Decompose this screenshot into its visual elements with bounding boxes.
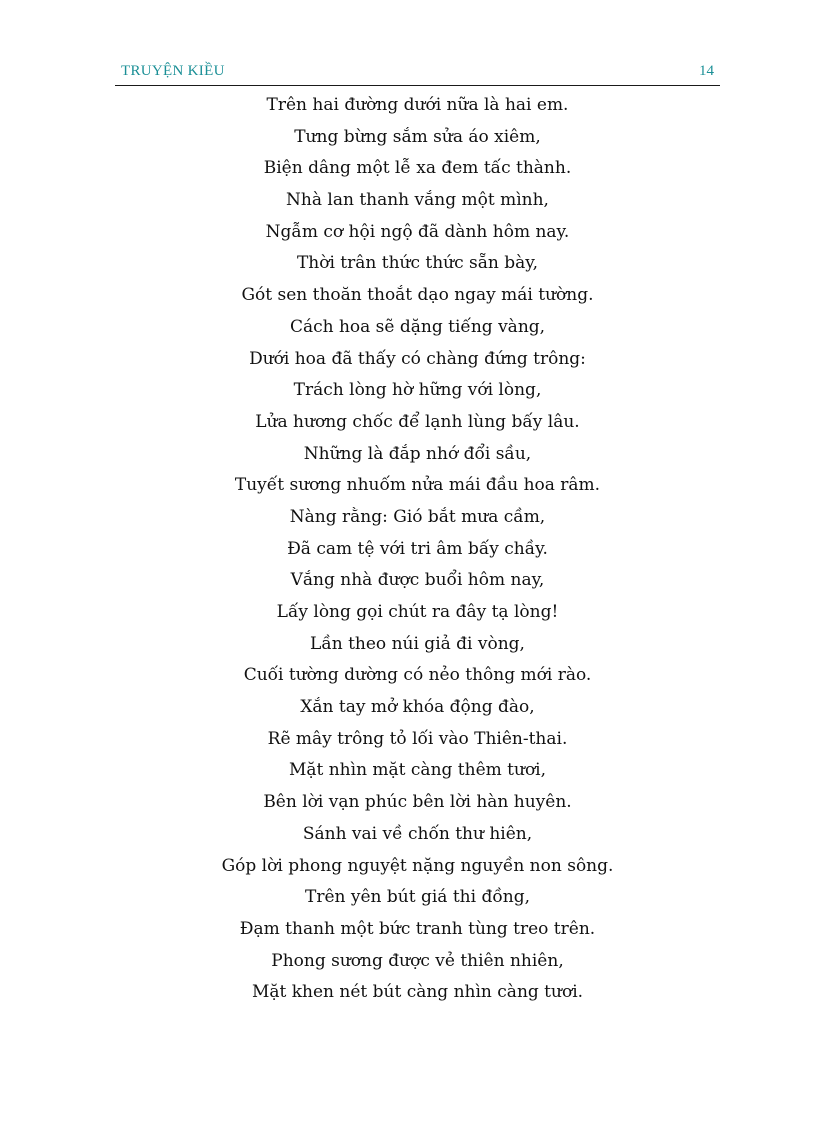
- poem-body: [115, 90, 720, 1009]
- poem-line: Trên yên bút giá thi đồng,: [305, 887, 530, 908]
- poem-line: Vắng nhà được buổi hôm nay,: [290, 570, 545, 591]
- poem-line: Nhà lan thanh vắng một mình,: [286, 190, 549, 211]
- poem-line: Mặt nhìn mặt càng thêm tươi,: [288, 760, 547, 781]
- poem-line: Rẽ mây trông tỏ lối vào Thiên-thai.: [267, 728, 568, 749]
- poem-line: Đã cam tệ với tri âm bấy chầy.: [287, 538, 548, 559]
- poem-line: Đạm thanh một bức tranh tùng treo trên.: [239, 918, 596, 939]
- poem-line: Gót sen thoăn thoắt dạo ngay mái tường.: [241, 285, 594, 306]
- poem-line: Mặt khen nét bút càng nhìn càng tươi.: [251, 982, 584, 1003]
- poem-line: Bên lời vạn phúc bên lời hàn huyên.: [263, 792, 572, 813]
- poem-line: Sánh vai về chốn thư hiên,: [302, 823, 533, 844]
- poem-line: Phong sương được vẻ thiên nhiên,: [271, 950, 564, 971]
- poem-line: Trên hai đường dưới nữa là hai em.: [266, 95, 569, 115]
- poem-line: Biện dâng một lễ xa đem tấc thành.: [263, 158, 572, 179]
- poem-line: Xắn tay mở khóa động đào,: [300, 697, 535, 718]
- poem-line: Ngẫm cơ hội ngộ đã dành hôm nay.: [265, 221, 570, 242]
- page-number: 14: [699, 63, 714, 79]
- poem-line: Lần theo núi giả đi vòng,: [310, 633, 525, 654]
- poem-line: Trách lòng hờ hững với lòng,: [293, 380, 542, 401]
- poem-line: Góp lời phong nguyệt nặng nguyền non sông.: [221, 855, 614, 876]
- poem-line: Lấy lòng gọi chút ra đây tạ lòng!: [276, 602, 559, 622]
- poem-line: Lửa hương chốc để lạnh lùng bấy lâu.: [255, 411, 580, 432]
- poem-line: Tưng bừng sắm sửa áo xiêm,: [294, 126, 541, 147]
- poem-line: Tuyết sương nhuốm nửa mái đầu hoa râm.: [234, 475, 601, 496]
- poem-line: Cách hoa sẽ dặng tiếng vàng,: [289, 316, 546, 337]
- page-header: [115, 60, 720, 86]
- poem-line: Cuối tường dường có nẻo thông mới rào.: [243, 665, 592, 686]
- poem-line: Dưới hoa đã thấy có chàng đứng trông:: [249, 348, 586, 369]
- poem-line: Nàng rằng: Gió bắt mưa cầm,: [289, 506, 546, 527]
- poem-line: Thời trân thức thức sẵn bày,: [296, 253, 539, 274]
- poem-line: Những là đắp nhớ đổi sầu,: [303, 443, 532, 464]
- book-title: TRUYỆN KIỀU: [121, 63, 225, 79]
